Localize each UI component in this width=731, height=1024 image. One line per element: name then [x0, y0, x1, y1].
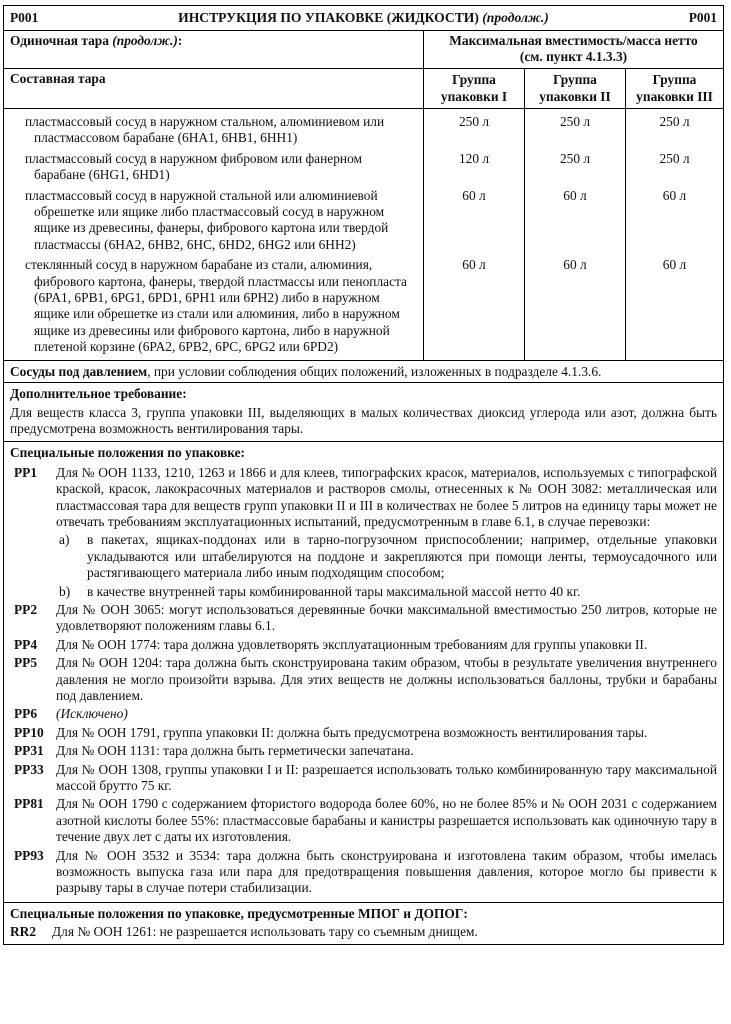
instruction-code-left: P001 [10, 9, 39, 25]
provision-text: Для № ООН 1133, 1210, 1263 и 1866 и для клеев, типографских красок, материалов, используемых с типографской краской, красок, лакокрасочных материалов и растворов смолы, отнесенных к № ООН 3082: металлическая или пластмассовая тара для веществ групп упаковки II и III в количествах не более 5 литров на единицу тары может не отвечать требованиям эксплуатационных испытаний, предусмотренным в главе 6.1, в случае перевозки: [56, 464, 717, 529]
provision-pp93 [10, 848, 723, 897]
provision-pp33 [10, 762, 723, 795]
row-value-group-1: 60 л [423, 254, 524, 359]
page-title [178, 10, 549, 26]
single-label-text: Одиночная тара [10, 33, 109, 48]
provision-text: Для № ООН 1774: тара должна удовлетворять эксплуатационным требованиям для группы упаковки II. [56, 636, 648, 652]
single-label-suffix: (продолж.) [112, 33, 178, 48]
provision-code: PP31 [14, 743, 44, 759]
rid-adr-provisions-section [4, 903, 723, 944]
provision-text: Для № ООН 1131: тара должна быть герметически запечатана. [56, 743, 414, 759]
provision-text: (Исключено) [56, 706, 128, 722]
max-capacity-line1: Максимальная вместимость/масса нетто [449, 33, 698, 48]
title-row [4, 6, 723, 31]
provision-code: PP6 [14, 706, 38, 722]
group-1-line1: Группа [452, 72, 496, 87]
provision-code: PP4 [14, 636, 38, 652]
provision-pp2 [10, 602, 723, 635]
provision-text: Для № ООН 1204: тара должна быть сконструирована таким образом, чтобы в результате увеличения внутреннего давления не могло произойти взрыва. Для этих веществ не должны использоваться баллоны, трубки и барабаны под давлением. [56, 655, 717, 703]
pressure-label: Сосуды под давлением [10, 363, 148, 379]
special-provisions-heading: Специальные положения по упаковке: [10, 445, 246, 461]
provision-pp4 [10, 637, 723, 653]
provision-code: RR2 [10, 924, 37, 940]
special-provisions-section [4, 442, 723, 903]
row-value-group-2: 250 л [524, 109, 625, 148]
provision-code: PP1 [14, 464, 38, 480]
provision-pp6 [10, 706, 723, 722]
table-header-single [4, 31, 723, 69]
table-header-composite [4, 69, 723, 109]
packing-instruction-document [3, 5, 724, 945]
row-value-group-2: 60 л [524, 185, 625, 255]
provision-pp31 [10, 743, 723, 759]
column-header-group-2 [524, 69, 625, 108]
subitem-label: a) [59, 532, 70, 548]
provision-code: PP2 [14, 601, 38, 617]
title-suffix: (продолж.) [482, 9, 549, 25]
subitem-label: b) [59, 583, 71, 599]
max-capacity-header [423, 31, 723, 68]
provision-text: Для № ООН 3532 и 3534: тара должна быть сконструирована и изготовлена таким образом, чтобы имелась возможность выпуска газа или пара для предотвращения повышения давления, которое могло бы привести к разрыву тары в случае потери стабилизации. [56, 847, 717, 896]
provision-code: PP10 [14, 724, 44, 740]
group-2-line2: упаковки II [539, 89, 611, 104]
provision-pp5 [10, 655, 723, 704]
title-text: ИНСТРУКЦИЯ ПО УПАКОВКЕ (ЖИДКОСТИ) [178, 9, 479, 25]
provision-pp81 [10, 796, 723, 845]
provision-rr2 [10, 924, 723, 940]
row-value-group-3: 250 л [625, 148, 723, 185]
row-description: пластмассовый сосуд в наружном фибровом или фанерном барабане (6HG1, 6HD1) [25, 150, 362, 183]
provision-code: PP33 [14, 761, 44, 777]
provision-text: Для № ООН 1308, группы упаковки I и II: разрешается использовать только комбинированную тару максимальной массой брутто 75 кг. [56, 761, 717, 794]
instruction-code-right: P001 [688, 9, 717, 25]
additional-requirement-text: Для веществ класса 3, группа упаковки III, выделяющих в малых количествах диоксид углерода или азот, должна быть предусмотрена возможность вентилирования тары. [10, 404, 717, 436]
pressure-receptacles-row [4, 361, 723, 383]
row-value-group-2: 60 л [524, 254, 625, 359]
provision-text: Для № ООН 1791, группа упаковки II: должна быть предусмотрена возможность вентилирования тары. [56, 724, 648, 740]
pressure-text: , при условии соблюдения общих положений, изложенных в подразделе 4.1.3.6. [147, 363, 602, 379]
provision-text: Для № ООН 1261: не разрешается использовать тару со съемным днищем. [52, 924, 478, 940]
row-description: пластмассовый сосуд в наружном стальном, алюминиевом или пластмассовом барабане (6HA1, 6HB1, 6HH1) [25, 114, 385, 146]
row-value-group-2: 250 л [524, 148, 625, 185]
row-value-group-1: 120 л [423, 148, 524, 185]
additional-requirement-section [4, 383, 723, 442]
provision-pp10 [10, 725, 723, 741]
subitem-text: в качестве внутренней тары комбинированной тары максимальной массой нетто 40 кг. [87, 583, 581, 599]
provision-subitem [56, 584, 717, 600]
row-description: пластмассовый сосуд в наружной стальной или алюминиевой обрешетке или ящике либо пластмассовый сосуд в наружном ящике из древесины, фанеры, фибрового картона или твердой пластмассы (6HA2, 6HB2, 6HC, 6HD2, 6HG2 или 6HH2) [25, 187, 389, 252]
rid-adr-heading: Специальные положения по упаковке, предусмотренные МПОГ и ДОПОГ: [10, 905, 468, 921]
row-description: стеклянный сосуд в наружном барабане из стали, алюминия, фибрового картона, фанеры, твердой пластмассы или пенопласта (6PA1, 6PB1, 6PG1, 6PD1, 6PH1 или 6PH2) либо в наружном ящике или обрешетке из стали или алюминия, либо в наружном ящике из древесины или фибрового картона, либо в наружной плетеной корзине (6PA2, 6PB2, 6PC, 6PG2 или 6PD2) [25, 257, 407, 355]
single-packaging-label [4, 31, 423, 68]
group-3-line2: упаковки III [636, 89, 713, 104]
row-value-group-3: 60 л [625, 254, 723, 359]
composite-packaging-label: Составная тара [10, 71, 106, 86]
provision-text: Для № ООН 3065: могут использоваться деревянные бочки максимальной вместимостью 250 литров, которые не удовлетворяют положениям главы 6.1. [56, 601, 717, 634]
additional-requirement-heading: Дополнительное требование: [10, 386, 187, 402]
provision-code: PP5 [14, 655, 38, 671]
provision-body [56, 465, 723, 600]
group-1-line2: упаковки I [440, 89, 508, 104]
row-value-group-1: 60 л [423, 185, 524, 255]
provision-subitem [56, 532, 717, 581]
column-header-group-1 [423, 69, 524, 108]
row-value-group-3: 250 л [625, 109, 723, 148]
provision-text: Для № ООН 1790 с содержанием фтористого водорода более 60%, но не более 85% и № ООН 2031 с содержанием азотной кислоты более 55%: пластмассовые барабаны и канистры разрешается использовать как одиночную тару в течение двух лет с даты их изготовления. [56, 796, 717, 845]
provision-pp1 [10, 465, 723, 600]
row-value-group-3: 60 л [625, 185, 723, 255]
row-value-group-1: 250 л [423, 109, 524, 148]
group-3-line1: Группа [652, 72, 697, 87]
max-capacity-line2: (см. пункт 4.1.3.3) [519, 49, 628, 65]
composite-table-body [4, 109, 723, 361]
provision-code: PP81 [14, 796, 44, 812]
single-label-colon: : [177, 33, 183, 48]
subitem-text: в пакетах, ящиках-поддонах или в тарно-погрузочном приспособлении; например, отдельные упаковки укладываются или штабелируются на поддоне и закрепляются при помощи ленты, термоусадочного или растягивающего материала либо иным подходящим способом; [87, 532, 717, 581]
provision-code: PP93 [14, 847, 44, 863]
group-2-line1: Группа [553, 72, 597, 87]
column-header-group-3 [625, 69, 723, 108]
